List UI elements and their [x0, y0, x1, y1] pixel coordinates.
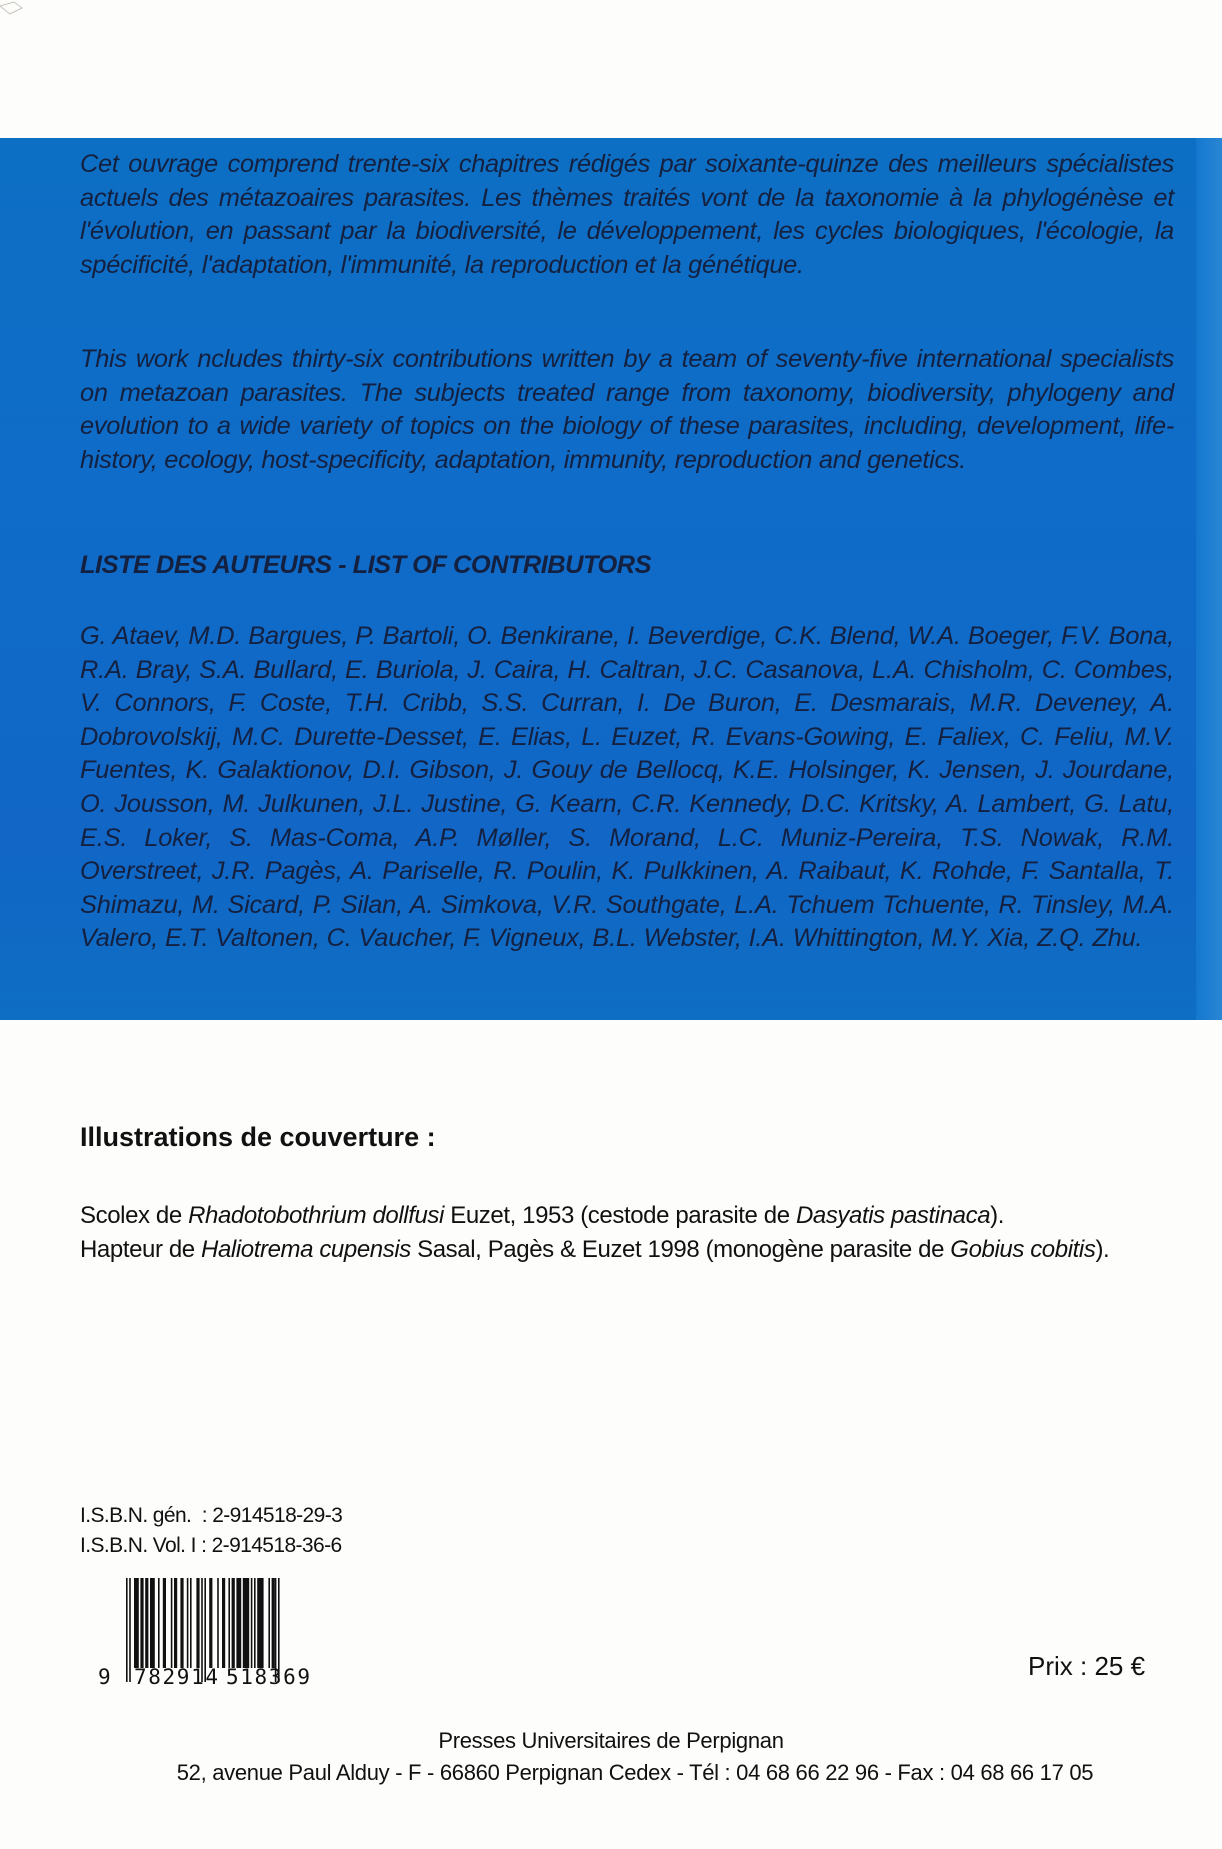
illustration-caption	[80, 1202, 1004, 1230]
barcode-bar	[257, 1578, 263, 1668]
isbn-general	[80, 1504, 342, 1528]
caption-suffix: ).	[1095, 1236, 1110, 1263]
publisher-address: 52, avenue Paul Alduy - F - 66860 Perpignan Cedex - Tél : 04 68 66 22 96 - Fax : 04 68 66 17 05	[176, 1760, 1094, 1785]
panel-edge	[1196, 138, 1222, 1020]
illustrations-heading: Illustrations de couverture :	[80, 1122, 436, 1152]
corner-fold-mark	[0, 0, 30, 16]
price: Prix : 25 €	[1028, 1651, 1146, 1681]
barcode-bar	[251, 1578, 253, 1668]
barcode-bar	[134, 1578, 139, 1668]
barcode-bar	[158, 1578, 160, 1668]
barcode-bar	[126, 1578, 128, 1682]
caption-middle: Euzet, 1953 (cestode parasite de	[443, 1202, 796, 1229]
barcode	[96, 1578, 326, 1686]
caption-species: Rhadotobothrium dollfusi	[188, 1202, 444, 1229]
caption-species: Haliotrema cupensis	[201, 1236, 411, 1263]
caption-host: Gobius cobitis	[950, 1236, 1096, 1263]
isbn-volume-label: I.S.B.N. Vol. I :	[80, 1534, 212, 1557]
barcode-bar	[268, 1578, 270, 1668]
barcode-bar	[140, 1578, 143, 1668]
caption-prefix: Scolex de	[80, 1202, 189, 1229]
barcode-bar	[217, 1578, 219, 1668]
barcode-bar	[171, 1578, 173, 1668]
barcode-bar	[228, 1578, 230, 1668]
barcode-left-digits: 782914	[134, 1665, 218, 1686]
barcode-lead-digit: 9	[98, 1665, 111, 1686]
barcode-bar	[232, 1578, 235, 1668]
barcode-bar	[187, 1578, 189, 1668]
isbn-volume-value: 2-914518-36-6	[211, 1534, 342, 1557]
isbn-volume	[80, 1534, 342, 1558]
barcode-bar	[174, 1578, 177, 1668]
barcode-bar	[254, 1578, 256, 1668]
barcode-bar	[272, 1578, 275, 1668]
caption-suffix: ).	[990, 1202, 1005, 1229]
barcode-bar	[145, 1578, 148, 1668]
barcode-bar	[196, 1578, 199, 1668]
caption-host: Dasyatis pastinaca	[795, 1202, 991, 1229]
contributors-heading: LISTE DES AUTEURS - LIST OF CONTRIBUTORS	[80, 551, 652, 579]
contributors-list: G. Ataev, M.D. Bargues, P. Bartoli, O. Benkirane, I. Beverdige, C.K. Blend, W.A. Boeger, F.V. Bona, R.A. Bray, S.A. Bullard, E. Buriola, J. Caira, H. Caltran, J.C. Casanova, L.A. Chisholm, C. Combes, V. Connors, F. Coste, T.H. Cribb, S.S. Curran, I. De Buron, E. Desmarais, M.R. Deveney, A. Dobrovolskij, M.C. Durette-Desset, E. Elias, L. Euzet, R. Evans-Gowing, E. Faliex, C. Feliu, M.V. Fuentes, K. Galaktionov, D.I. Gibson, J. Gouy de Bellocq, K.E. Holsinger, K. Jensen, J. Jourdane, O. Jousson, M. Julkunen, J.L. Justine, G. Kearn, C.R. Kennedy, D.C. Kritsky, A. Lambert, G. Latu, E.S. Loker, S. Mas-Coma, A.P. Møller, S. Morand, L.C. Muniz-Pereira, T.S. Nowak, R.M. Overstreet, J.R. Pagès, A. Pariselle, R. Poulin, K. Pulkkinen, A. Raibaut, K. Rohde, F. Santalla, T. Shimazu, M. Sicard, P. Silan, A. Simkova, V.R. Southgate, L.A. Tchuem Tchuente, R. Tinsley, M.A. Valero, E.T. Valtonen, C. Vaucher, F. Vigneux, B.L. Webster, I.A. Whittington, M.Y. Xia, Z.Q. Zhu.	[80, 622, 1174, 953]
illustration-caption	[80, 1236, 1109, 1264]
caption-middle: Sasal, Pagès & Euzet 1998 (monogène parasite de	[410, 1236, 951, 1263]
barcode-bar	[222, 1578, 225, 1668]
barcode-bar	[150, 1578, 155, 1668]
summary-french: Cet ouvrage comprend trente-six chapitres rédigés par soixante-quinze des meilleurs spécialistes actuels des métazoaires parasites. Les thèmes traités vont de la taxonomie à la phylogénèse et l'évolution, en passant par la biodiversité, le développement, les cycles biologiques, l'écologie, la spécificité, l'adaptation, l'immunité, la reproduction et la génétique.	[80, 150, 1174, 279]
publisher-name: Presses Universitaires de Perpignan	[438, 1728, 784, 1753]
barcode-bar	[163, 1578, 166, 1668]
barcode-bar	[236, 1578, 241, 1668]
barcode-bar	[180, 1578, 183, 1668]
barcode-bar	[209, 1578, 212, 1668]
barcode-bar	[190, 1578, 192, 1668]
barcode-bar	[243, 1578, 249, 1668]
barcode-right-digits: 518369	[226, 1665, 310, 1686]
isbn-general-label: I.S.B.N. gén. :	[80, 1504, 213, 1527]
summary-panel	[0, 138, 1222, 1020]
barcode-bar	[129, 1578, 131, 1682]
caption-prefix: Hapteur de	[80, 1236, 202, 1263]
summary-english: This work ncludes thirty-six contributions written by a team of seventy-five international specialists on metazoan parasites. The subjects treated range from taxonomy, biodiversity, phylogeny and evolution to a wide variety of topics on the biology of these parasites, including, development, life-history, ecology, host-specificity, adaptation, immunity, reproduction and genetics.	[80, 345, 1174, 474]
isbn-general-value: 2-914518-29-3	[212, 1504, 343, 1527]
